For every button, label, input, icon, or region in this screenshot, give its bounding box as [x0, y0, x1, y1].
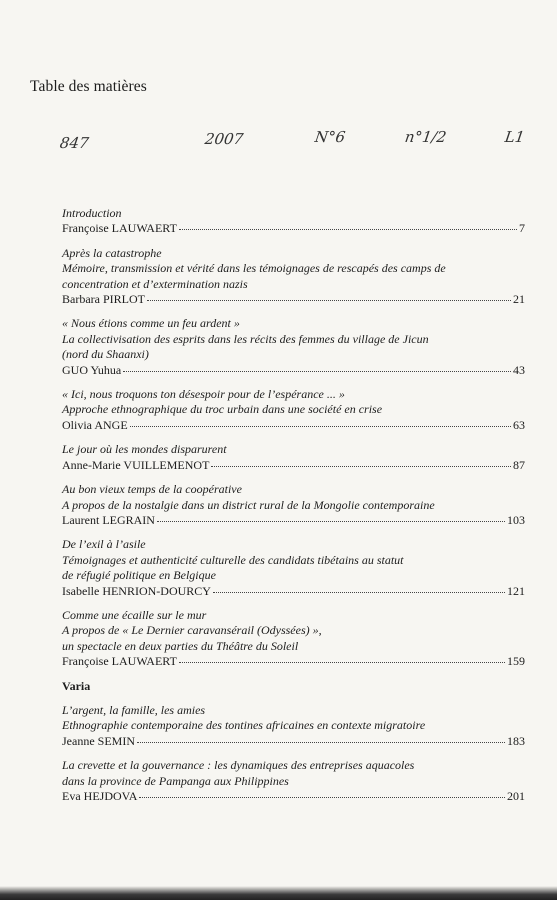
entry-author: Olivia ANGE — [62, 417, 128, 432]
entry-page-number: 87 — [513, 457, 525, 472]
entry-author: Anne-Marie VUILLEMENOT — [62, 457, 210, 472]
entry-author-row — [62, 513, 525, 528]
dot-leader — [139, 787, 505, 798]
entry-title-line: « Nous étions comme un feu ardent » — [62, 316, 240, 331]
entry-title-line: Le jour où les mondes disparurent — [62, 442, 227, 457]
handwritten-annotations — [0, 128, 557, 162]
handwritten-note: 2007 — [203, 130, 245, 148]
toc-entry — [62, 442, 525, 473]
entry-title-line: Témoignages et authenticité culturelle des candidats tibétains au statut — [62, 552, 404, 567]
entry-title-line: un spectacle en deux parties du Théâtre du Soleil — [62, 638, 299, 653]
entry-title-line: (nord du Shaanxi) — [62, 347, 149, 362]
entry-author: Laurent LEGRAIN — [62, 512, 155, 527]
entry-author: Jeanne SEMIN — [62, 733, 135, 748]
toc-entry — [62, 608, 525, 670]
entry-title-line: La collectivisation des esprits dans les récits des femmes du village de Jicun — [62, 331, 429, 346]
dot-leader — [211, 456, 511, 467]
entry-page-number: 7 — [519, 221, 525, 236]
entry-page-number: 183 — [507, 733, 525, 748]
handwritten-note: L1 — [503, 128, 526, 146]
toc-entry — [62, 758, 525, 804]
entry-page-number: 63 — [513, 417, 525, 432]
entry-author-row — [62, 654, 525, 669]
entry-author-row — [62, 363, 525, 378]
page-title: Table des matières — [30, 78, 147, 95]
entry-title-line: De l’exil à l’asile — [62, 537, 146, 552]
entry-page-number: 43 — [513, 362, 525, 377]
toc-entry — [62, 703, 525, 749]
entry-page-number: 121 — [507, 583, 525, 598]
entry-author-row — [62, 458, 525, 473]
dot-leader — [157, 511, 505, 522]
entry-page-number: 103 — [507, 512, 525, 527]
entry-title-line: Mémoire, transmission et vérité dans les témoignages de rescapés des camps de — [62, 261, 446, 276]
entry-title-line: A propos de « Le Dernier caravansérail (Odyssées) », — [62, 623, 322, 638]
dot-leader — [123, 361, 511, 372]
dot-leader — [179, 652, 505, 663]
dot-leader — [130, 416, 511, 427]
entry-author-row — [62, 221, 525, 236]
entry-author: Françoise LAUWAERT — [62, 221, 177, 236]
entry-author: Françoise LAUWAERT — [62, 654, 177, 669]
entry-author-row — [62, 292, 525, 307]
toc-entry — [62, 316, 525, 378]
entry-title-line: « Ici, nous troquons ton désespoir pour de l’espérance ... » — [62, 387, 345, 402]
page-shadow-edge — [0, 886, 557, 900]
entry-title-line: A propos de la nostalgie dans un district rural de la Mongolie contemporaine — [62, 497, 435, 512]
toc-entries — [62, 206, 525, 670]
toc-entry — [62, 387, 525, 433]
entry-title-line: Ethnographie contemporaine des tontines africaines en contexte migratoire — [62, 718, 426, 733]
dot-leader — [179, 219, 517, 230]
entry-title-line: La crevette et la gouvernance : les dynamiques des entreprises aquacoles — [62, 758, 415, 773]
handwritten-note: 847 — [58, 134, 90, 152]
entry-page-number: 21 — [513, 292, 525, 307]
entry-title-line: Introduction — [62, 206, 122, 220]
handwritten-note: n°1/2 — [403, 128, 448, 146]
toc-varia-entries — [62, 703, 525, 804]
entry-page-number: 159 — [507, 654, 525, 669]
table-of-contents — [62, 206, 525, 813]
dot-leader — [137, 732, 505, 743]
entry-title-line: de réfugié politique en Belgique — [62, 568, 216, 583]
section-heading-varia: Varia — [62, 678, 91, 693]
handwritten-note: N°6 — [313, 128, 347, 146]
dot-leader — [213, 582, 505, 593]
entry-author: Isabelle HENRION-DOURCY — [62, 583, 211, 598]
toc-entry — [62, 206, 525, 237]
entry-title-line: L’argent, la famille, les amies — [62, 702, 206, 717]
entry-title-line: Au bon vieux temps de la coopérative — [62, 482, 242, 497]
entry-page-number: 201 — [507, 789, 525, 803]
entry-author-row — [62, 734, 525, 749]
entry-author: Eva HEJDOVA — [62, 789, 138, 803]
entry-author-row — [62, 418, 525, 433]
entry-author-row — [62, 584, 525, 599]
entry-title-line: dans la province de Pampanga aux Philippines — [62, 773, 289, 788]
entry-title-line: concentration et d’extermination nazis — [62, 276, 248, 291]
toc-entry — [62, 246, 525, 308]
entry-title-line: Approche ethnographique du troc urbain dans une société en crise — [62, 402, 383, 417]
toc-entry — [62, 482, 525, 528]
entry-title-line: Après la catastrophe — [62, 245, 162, 260]
entry-author: Barbara PIRLOT — [62, 292, 145, 307]
toc-entry — [62, 537, 525, 599]
entry-title-line: Comme une écaille sur le mur — [62, 607, 207, 622]
entry-author-row — [62, 789, 525, 804]
entry-author: GUO Yuhua — [62, 362, 122, 377]
dot-leader — [147, 290, 511, 301]
